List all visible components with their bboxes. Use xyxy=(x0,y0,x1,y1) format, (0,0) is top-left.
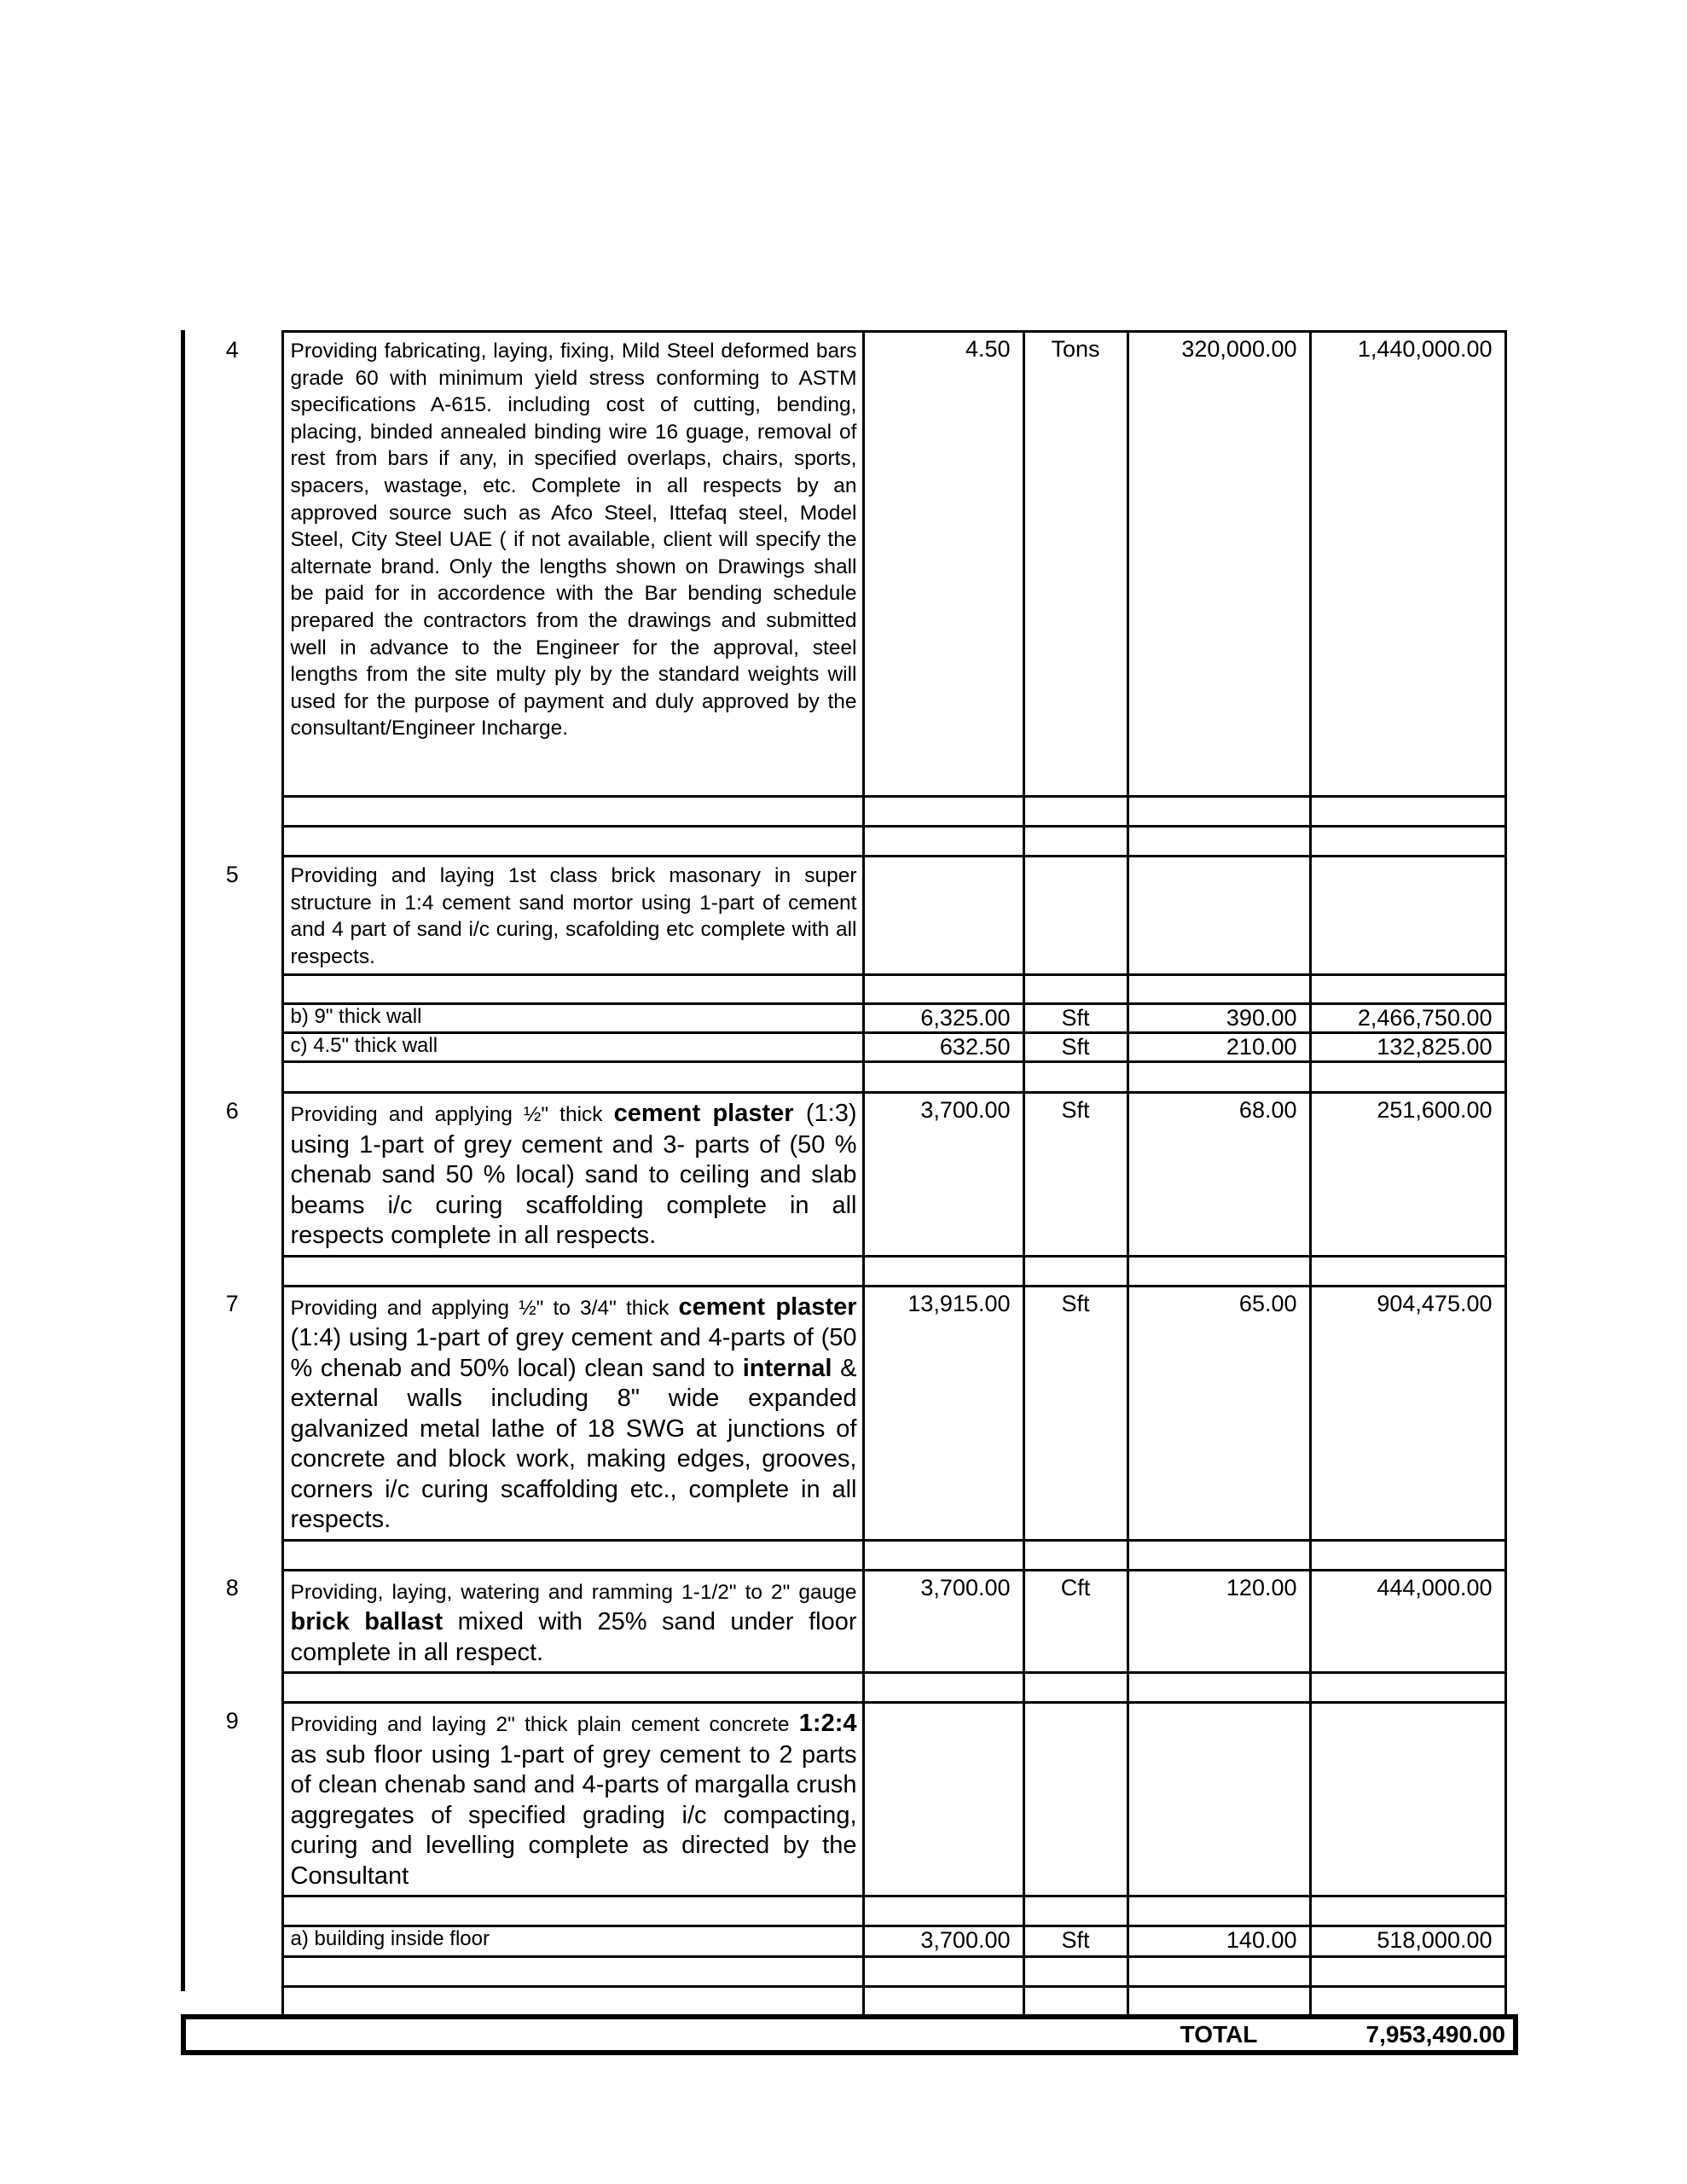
item-description xyxy=(282,332,863,797)
item-amount: 251,600.00 xyxy=(1310,1093,1505,1257)
item-unit: Sft xyxy=(1023,1093,1128,1257)
item-description xyxy=(282,1570,863,1673)
item-number: 6 xyxy=(225,1097,239,1124)
total-label: TOTAL xyxy=(1128,2017,1310,2053)
item-unit: Sft xyxy=(1023,1286,1128,1540)
item-quantity xyxy=(863,1703,1023,1896)
desc-part: (1:4) using 1-part of grey cement and 4-parts of (50 % chenab and 50% local) clean sand to xyxy=(290,1324,857,1382)
subitem-quantity: 3,700.00 xyxy=(863,1926,1023,1957)
item-rate xyxy=(1128,857,1310,975)
item-description-text xyxy=(291,1577,857,1669)
spacer-row xyxy=(183,827,1516,857)
item-description-text xyxy=(291,1292,857,1536)
item-rate xyxy=(1128,1703,1310,1896)
subitem-unit: Sft xyxy=(1023,1004,1128,1033)
desc-part-bold: cement plaster xyxy=(613,1100,794,1127)
table-row xyxy=(183,1093,1516,1257)
desc-part: mixed with 25% sand under floor complete in all respect. xyxy=(290,1608,857,1666)
subitem-unit: Sft xyxy=(1023,1033,1128,1062)
table-row xyxy=(183,1033,1516,1062)
subitem-description: c) 4.5" thick wall xyxy=(282,1033,863,1062)
item-number: 5 xyxy=(225,861,239,887)
table-row xyxy=(183,857,1516,975)
item-quantity: 3,700.00 xyxy=(863,1093,1023,1257)
subitem-amount: 2,466,750.00 xyxy=(1310,1004,1505,1033)
spacer-row xyxy=(183,1673,1516,1703)
item-amount: 904,475.00 xyxy=(1310,1286,1505,1540)
subitem-amount: 518,000.00 xyxy=(1310,1926,1505,1957)
desc-part: Providing and laying 2" thick plain cement concrete xyxy=(290,1713,799,1736)
desc-part: as sub floor using 1-part of grey cement to 2 parts of clean chenab sand and 4-parts of margalla crush aggregates of specified grading i/c compacting, curing and levelling complete as directed by the Consultant xyxy=(290,1740,857,1890)
desc-part: Providing, laying, watering and ramming 1-1/2" to 2" gauge xyxy=(290,1580,857,1604)
spacer-row xyxy=(183,1896,1516,1926)
spacer-row xyxy=(183,1062,1516,1093)
subitem-description: b) 9" thick wall xyxy=(282,1004,863,1033)
item-rate: 65.00 xyxy=(1128,1286,1310,1540)
subitem-quantity: 632.50 xyxy=(863,1033,1023,1062)
item-number: 4 xyxy=(225,336,239,363)
desc-part-bold: brick ballast xyxy=(290,1608,443,1635)
subitem-rate: 140.00 xyxy=(1128,1926,1310,1957)
total-amount: 7,953,490.00 xyxy=(1310,2017,1505,2053)
subitem-unit: Sft xyxy=(1023,1926,1128,1957)
subitem-amount: 132,825.00 xyxy=(1310,1033,1505,1062)
desc-part: Providing and applying ½" to 3/4" thick xyxy=(290,1296,679,1320)
desc-part: (1:3) using 1-part of grey cement and 3- parts of (50 % chenab sand 50 % local) sand to ceiling and slab beams i/c curing scaffolding complete in all respects complete in all respects. xyxy=(290,1100,857,1249)
table-row xyxy=(183,1926,1516,1957)
item-description xyxy=(282,1093,863,1257)
spacer-row xyxy=(183,797,1516,827)
desc-part: & external walls including 8" wide expanded galvanized metal lathe of 18 SWG at junctions of concrete and block work, making edges, grooves, corners i/c curing scaffolding etc., complete in all respects. xyxy=(290,1354,857,1533)
desc-part-bold: internal xyxy=(742,1354,832,1382)
item-amount xyxy=(1310,1703,1505,1896)
spacer-row xyxy=(183,1256,1516,1286)
desc-part-bold: 1:2:4 xyxy=(798,1710,857,1737)
subitem-rate: 210.00 xyxy=(1128,1033,1310,1062)
item-description xyxy=(282,1703,863,1896)
item-unit xyxy=(1023,857,1128,975)
item-amount: 1,440,000.00 xyxy=(1310,332,1505,797)
item-quantity: 4.50 xyxy=(863,332,1023,797)
subitem-rate: 390.00 xyxy=(1128,1004,1310,1033)
spacer-row xyxy=(183,975,1516,1004)
item-rate: 120.00 xyxy=(1128,1570,1310,1673)
item-number: 8 xyxy=(225,1575,239,1600)
item-number: 9 xyxy=(225,1707,239,1734)
boq-table xyxy=(181,330,1518,2055)
item-description-text: Providing and laying 1st class brick masonary in super structure in 1:4 cement sand mortor using 1-part of cement and 4 part of sand i/c curing, scafolding etc complete with all respects. xyxy=(290,864,857,968)
table-row xyxy=(183,332,1516,797)
item-unit: Tons xyxy=(1023,332,1128,797)
item-description-text: Providing fabricating, laying, fixing, Mild Steel deformed bars grade 60 with minimum yield stress conforming to ASTM specifications A-615. including cost of cutting, bending, placing, binded annealed binding wire 16 guage, removal of rest from bars if any, in specified overlaps, chairs, sports, spacers, wastage, etc. Complete in all respects by an approved source such as Afco Steel, Ittefaq steel, Model Steel, City Steel UAE ( if not available, client will specify the alternate brand. Only the lengths shown on Drawings shall be paid for in accordence with the Bar bending schedule prepared the contractors from the drawings and submitted well in advance to the Engineer for the approval, steel lengths from the site multy ply by the standard weights will used for the purpose of payment and duly approved by the consultant/Engineer Incharge. xyxy=(290,340,857,741)
item-rate: 68.00 xyxy=(1128,1093,1310,1257)
item-unit: Cft xyxy=(1023,1570,1128,1673)
table-row xyxy=(183,1286,1516,1540)
spacer-row xyxy=(183,1957,1516,1987)
item-number: 7 xyxy=(225,1291,239,1316)
item-description-text xyxy=(291,1099,857,1252)
item-description-text xyxy=(291,1709,857,1891)
item-quantity: 13,915.00 xyxy=(863,1286,1023,1540)
item-amount xyxy=(1310,857,1505,975)
item-amount: 444,000.00 xyxy=(1310,1570,1505,1673)
item-description xyxy=(282,857,863,975)
table-row xyxy=(183,1004,1516,1033)
item-description xyxy=(282,1286,863,1540)
spacer-row xyxy=(183,1987,1516,2017)
subitem-quantity: 6,325.00 xyxy=(863,1004,1023,1033)
total-row xyxy=(183,2017,1516,2053)
desc-part: Providing and applying ½" thick xyxy=(290,1103,614,1126)
spacer-row xyxy=(183,1540,1516,1570)
item-quantity: 3,700.00 xyxy=(863,1570,1023,1673)
table-row xyxy=(183,1703,1516,1896)
item-unit xyxy=(1023,1703,1128,1896)
desc-part-bold: cement plaster xyxy=(678,1292,857,1321)
table-row xyxy=(183,1570,1516,1673)
subitem-description: a) building inside floor xyxy=(282,1926,863,1957)
item-quantity xyxy=(863,857,1023,975)
item-rate: 320,000.00 xyxy=(1128,332,1310,797)
